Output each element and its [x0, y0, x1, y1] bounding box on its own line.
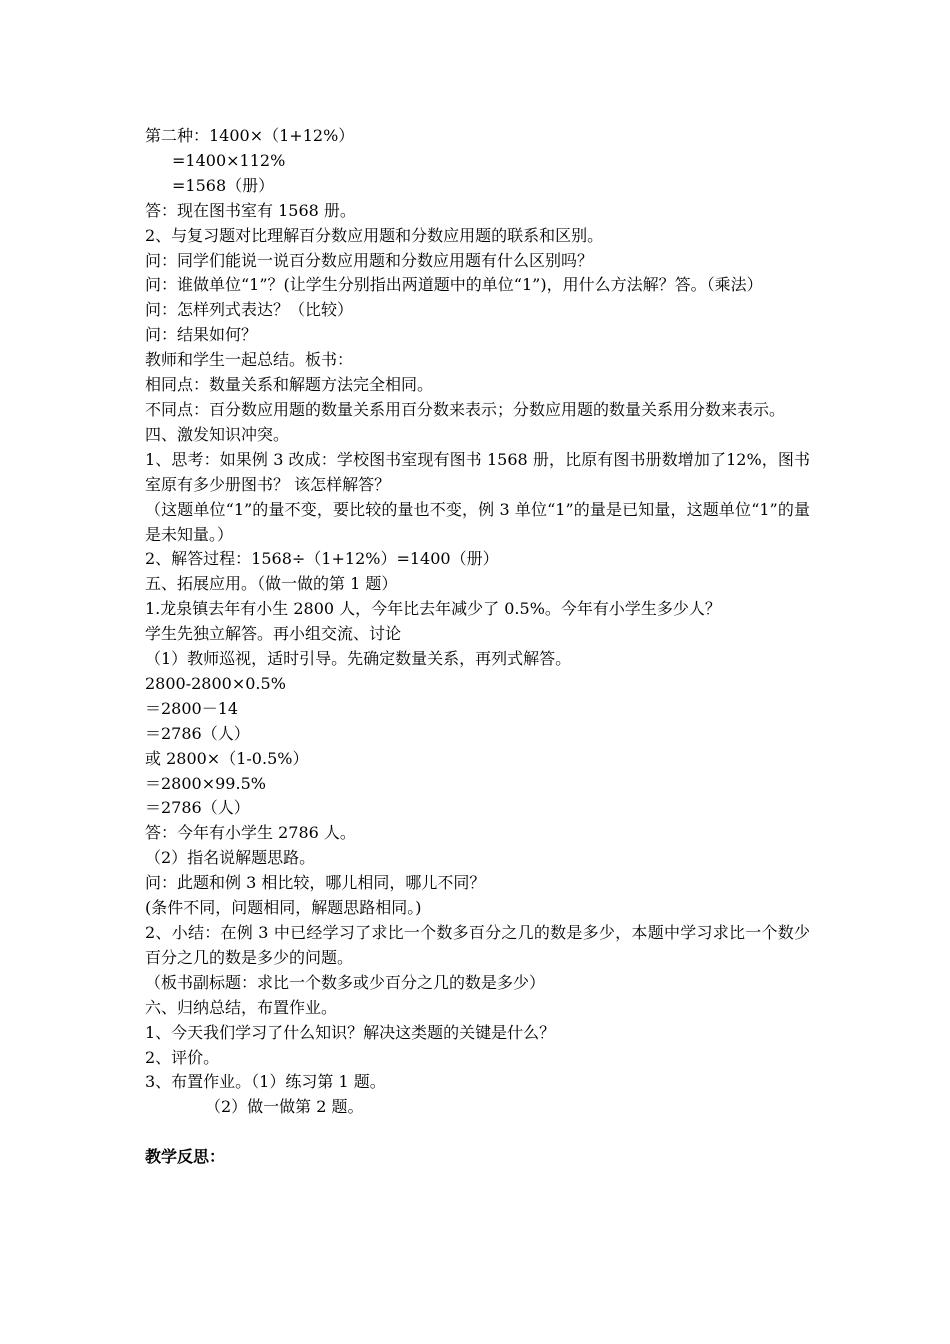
- text-line: 学生先独立解答。再小组交流、讨论: [145, 624, 402, 644]
- section-heading: 四、激发知识冲突。: [145, 424, 290, 444]
- text-line: 2800-2800×0.5%: [145, 673, 286, 693]
- text-line: 1、今天我们学习了什么知识？解决这类题的关键是什么？: [145, 1022, 556, 1042]
- document-body: [145, 124, 810, 1170]
- text-line: 或 2800×（1-0.5%）: [145, 748, 309, 768]
- text-line: ＝2800×99.5%: [145, 773, 266, 793]
- text-line: ＝2786（人）: [145, 723, 250, 743]
- text-line: 答：现在图书室有 1568 册。: [145, 200, 356, 220]
- section-heading: 五、拓展应用。（做一做的第 1 题）: [145, 574, 398, 594]
- text-paragraph: 2、小结：在例 3 中已经学习了求比一个数多百分之几的数是多少，本题中学习求比一个数少百分之几的数是多少的问题。: [145, 923, 810, 967]
- text-line: 教师和学生一起总结。板书：: [145, 350, 354, 370]
- text-line: 问：怎样列式表达？（比较）: [145, 300, 354, 320]
- text-line: 问：同学们能说一说百分数应用题和分数应用题有什么区别吗？: [145, 250, 594, 270]
- text-line: (条件不同，问题相同，解题思路相同。): [145, 898, 422, 918]
- text-line: （1）教师巡视，适时引导。先确定数量关系，再列式解答。: [145, 649, 572, 669]
- text-line: 问：此题和例 3 相比较，哪儿相同，哪儿不同？: [145, 873, 486, 893]
- text-paragraph: 不同点：百分数应用题的数量关系用百分数来表示；分数应用题的数量关系用分数来表示。: [145, 399, 786, 419]
- text-line: 3、布置作业。（1）练习第 1 题。: [145, 1072, 386, 1092]
- text-line: （2）做一做第 2 题。: [205, 1097, 364, 1117]
- section-heading: 六、归纳总结，布置作业。: [145, 997, 338, 1017]
- text-paragraph: 1、思考：如果例 3 改成：学校图书室现有图书 1568 册，比原有图书册数增加了12%，图书室原有多少册图书？ 该怎样解答？: [145, 449, 810, 494]
- text-line: 答：今年有小学生 2786 人。: [145, 823, 356, 843]
- text-line: 1.龙泉镇去年有小生 2800 人，今年比去年减少了 0.5%。今年有小学生多少人？: [145, 599, 721, 619]
- text-line: ＝2800－14: [145, 698, 239, 718]
- text-line: 2、与复习题对比理解百分数应用题和分数应用题的联系和区别。: [145, 225, 604, 245]
- text-line: 相同点：数量关系和解题方法完全相同。: [145, 375, 434, 395]
- text-line: 2、解答过程：1568÷（1+12%）=1400（册）: [145, 549, 499, 569]
- text-line: （2）指名说解题思路。: [145, 848, 316, 868]
- text-line: =1568（册）: [172, 175, 275, 195]
- text-line: 第二种：1400×（1+12%）: [145, 126, 355, 145]
- text-paragraph: 问：谁做单位“1”？(让学生分别指出两道题中的单位“1”)，用什么方法解？答。（乘法）: [145, 275, 763, 295]
- text-line: =1400×112%: [172, 150, 286, 170]
- text-line: 问：结果如何？: [145, 325, 258, 345]
- text-paragraph: （这题单位“1”的量不变，要比较的量也不变，例 3 单位“1”的量是已知量，这题单位“1”的量是未知量。）: [145, 499, 810, 544]
- reflection-heading: 教学反思：: [145, 1147, 226, 1167]
- text-line: 2、评价。: [145, 1047, 220, 1067]
- text-line: ＝2786（人）: [145, 798, 250, 818]
- text-line: （板书副标题：求比一个数多或少百分之几的数是多少）: [145, 972, 546, 992]
